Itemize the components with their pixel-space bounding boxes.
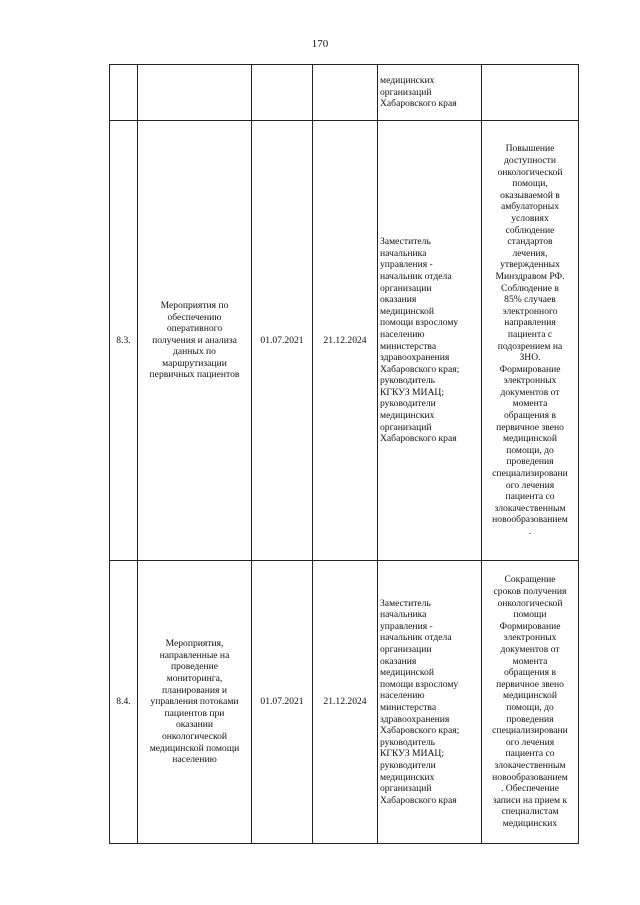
- activities-table: [109, 64, 579, 844]
- row-number: 8.3.: [110, 121, 138, 561]
- responsible-text: Заместитель начальника управления - начальник отдела организации оказания медицинской помощи взрослому населению министерства здравоохранения Хабаровского края; руководитель КГКУЗ МИАЦ; руководители медицинских организаций Хабаровского края: [380, 597, 460, 806]
- activity-cell: [138, 121, 252, 561]
- activity-cell: [138, 65, 252, 121]
- table-row: [110, 65, 579, 121]
- activity-cell: [138, 561, 252, 844]
- table-row: [110, 561, 579, 844]
- row-number: [110, 65, 138, 121]
- responsible-text: Заместитель начальника управления - начальник отдела организации оказания медицинской помощи взрослому населению министерства здравоохранения Хабаровского края; руководитель КГКУЗ МИАЦ; руководители медицинских организаций Хабаровского края: [380, 236, 460, 445]
- end-date: 21.12.2024: [313, 561, 378, 844]
- end-date: [313, 65, 378, 121]
- table-row: [110, 121, 579, 561]
- responsible-cell: [378, 561, 482, 844]
- page-number: 170: [311, 38, 329, 50]
- result-cell: [482, 65, 579, 121]
- start-date: [252, 65, 313, 121]
- responsible-cell: [378, 65, 482, 121]
- start-date: 01.07.2021: [252, 561, 313, 844]
- start-date: 01.07.2021: [252, 121, 313, 561]
- result-text: Сокращение сроков получения онкологической помощи Формирование электронных документов от момента обращения в первичное звено медицинской помощи, до проведения специализировани ого лечения пациента со злокачественным новообразованием . Обеспечение записи на прием к специалистам медицинских: [492, 574, 568, 829]
- row-number: 8.4.: [110, 561, 138, 844]
- responsible-cell: [378, 121, 482, 561]
- end-date: 21.12.2024: [313, 121, 378, 561]
- activity-text: Мероприятия, направленные на проведение мониторинга, планирования и управления потоками пациентов при оказании онкологической медицинской помощи населению: [149, 638, 240, 766]
- responsible-text: медицинских организаций Хабаровского края: [380, 75, 457, 110]
- result-text: Повышение доступности онкологической помощи, оказываемой в амбулаторных условиях соблюдение стандартов лечения, утвержденных Минздравом РФ. Соблюдение в 85% случаев электронного направления пациента с подозрением на ЗНО. Формирование электронных документов от момента обращения в первичное звено медицинской помощи, до проведения специализировани ого лечения пациента со злокачественным новообразованием .: [492, 143, 568, 537]
- result-cell: [482, 561, 579, 844]
- activity-text: Мероприятия по обеспечению оперативного получения и анализа данных по маршрутизации первичных пациентов: [149, 299, 240, 381]
- result-cell: [482, 121, 579, 561]
